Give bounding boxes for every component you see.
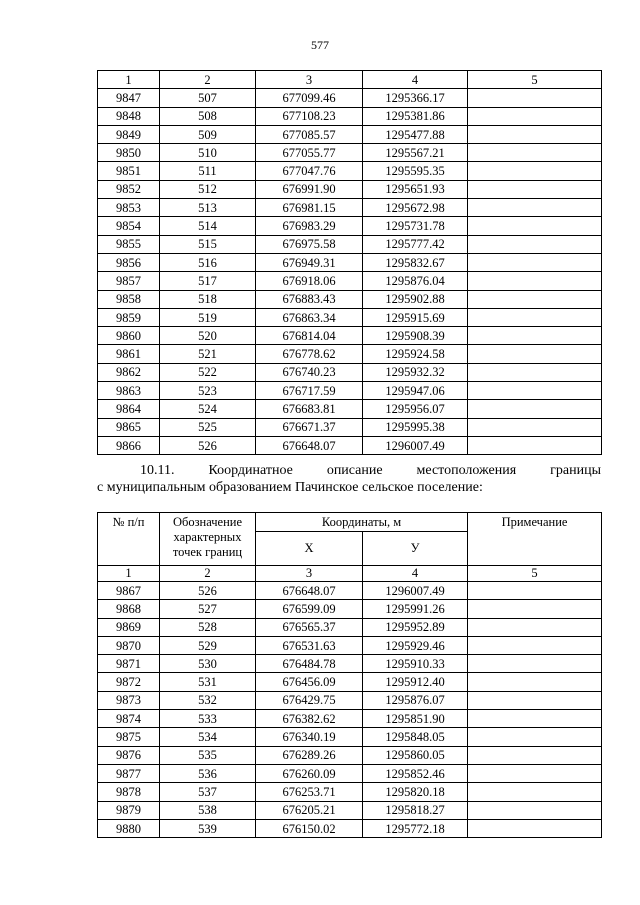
cell-note bbox=[468, 600, 602, 618]
cell-y: 1295860.05 bbox=[363, 746, 468, 764]
cell-x: 677085.57 bbox=[256, 125, 363, 143]
cell-x: 676648.07 bbox=[256, 582, 363, 600]
column-number-4: 4 bbox=[363, 71, 468, 89]
cell-note bbox=[468, 235, 602, 253]
cell-note bbox=[468, 363, 602, 381]
cell-note bbox=[468, 382, 602, 400]
cell-note bbox=[468, 400, 602, 418]
cell-x: 677099.46 bbox=[256, 89, 363, 107]
cell-point-number: 9879 bbox=[98, 801, 160, 819]
cell-note bbox=[468, 783, 602, 801]
table-body bbox=[98, 582, 602, 838]
cell-x: 676983.29 bbox=[256, 217, 363, 235]
cell-point-designation: 522 bbox=[160, 363, 256, 381]
cell-point-number: 9874 bbox=[98, 710, 160, 728]
cell-point-number: 9870 bbox=[98, 636, 160, 654]
table-row bbox=[98, 600, 602, 618]
cell-note bbox=[468, 436, 602, 454]
cell-note bbox=[468, 673, 602, 691]
table-row bbox=[98, 764, 602, 782]
cell-point-designation: 511 bbox=[160, 162, 256, 180]
cell-y: 1295852.46 bbox=[363, 764, 468, 782]
cell-point-number: 9871 bbox=[98, 655, 160, 673]
cell-point-number: 9853 bbox=[98, 199, 160, 217]
cell-y: 1295848.05 bbox=[363, 728, 468, 746]
table-row bbox=[98, 746, 602, 764]
column-number-3: 3 bbox=[256, 71, 363, 89]
table-row bbox=[98, 144, 602, 162]
cell-y: 1295910.33 bbox=[363, 655, 468, 673]
cell-y: 1295915.69 bbox=[363, 308, 468, 326]
table-row bbox=[98, 107, 602, 125]
cell-point-number: 9861 bbox=[98, 345, 160, 363]
cell-note bbox=[468, 418, 602, 436]
cell-point-designation: 507 bbox=[160, 89, 256, 107]
cell-y: 1296007.49 bbox=[363, 436, 468, 454]
cell-note bbox=[468, 819, 602, 837]
cell-point-number: 9877 bbox=[98, 764, 160, 782]
cell-point-designation: 515 bbox=[160, 235, 256, 253]
cell-note bbox=[468, 162, 602, 180]
cell-note bbox=[468, 180, 602, 198]
cell-x: 676981.15 bbox=[256, 199, 363, 217]
cell-note bbox=[468, 655, 602, 673]
cell-x: 676683.81 bbox=[256, 400, 363, 418]
cell-x: 676918.06 bbox=[256, 272, 363, 290]
header-point-designation: Обозначение характерных точек границ bbox=[160, 513, 256, 566]
cell-y: 1295956.07 bbox=[363, 400, 468, 418]
cell-point-designation: 532 bbox=[160, 691, 256, 709]
section-number: 10.11. bbox=[140, 463, 175, 478]
cell-y: 1295902.88 bbox=[363, 290, 468, 308]
cell-note bbox=[468, 217, 602, 235]
cell-x: 676531.63 bbox=[256, 636, 363, 654]
cell-note bbox=[468, 801, 602, 819]
cell-point-designation: 519 bbox=[160, 308, 256, 326]
column-number-3: 3 bbox=[256, 566, 363, 582]
cell-point-designation: 533 bbox=[160, 710, 256, 728]
cell-x: 676883.43 bbox=[256, 290, 363, 308]
cell-point-number: 9868 bbox=[98, 600, 160, 618]
cell-x: 677108.23 bbox=[256, 107, 363, 125]
column-number-4: 4 bbox=[363, 566, 468, 582]
cell-point-number: 9880 bbox=[98, 819, 160, 837]
cell-x: 676863.34 bbox=[256, 308, 363, 326]
cell-point-number: 9849 bbox=[98, 125, 160, 143]
column-number-5: 5 bbox=[468, 71, 602, 89]
cell-y: 1295381.86 bbox=[363, 107, 468, 125]
table-header-row bbox=[98, 513, 602, 532]
cell-x: 676205.21 bbox=[256, 801, 363, 819]
table-row bbox=[98, 180, 602, 198]
cell-point-number: 9848 bbox=[98, 107, 160, 125]
cell-point-number: 9859 bbox=[98, 308, 160, 326]
cell-x: 676253.71 bbox=[256, 783, 363, 801]
cell-point-designation: 536 bbox=[160, 764, 256, 782]
cell-point-number: 9858 bbox=[98, 290, 160, 308]
table-row bbox=[98, 673, 602, 691]
cell-point-number: 9855 bbox=[98, 235, 160, 253]
table-row bbox=[98, 345, 602, 363]
cell-y: 1295731.78 bbox=[363, 217, 468, 235]
table-row bbox=[98, 199, 602, 217]
cell-point-number: 9876 bbox=[98, 746, 160, 764]
cell-point-number: 9852 bbox=[98, 180, 160, 198]
cell-y: 1295820.18 bbox=[363, 783, 468, 801]
cell-y: 1295876.07 bbox=[363, 691, 468, 709]
cell-point-number: 9866 bbox=[98, 436, 160, 454]
cell-point-number: 9857 bbox=[98, 272, 160, 290]
cell-point-number: 9850 bbox=[98, 144, 160, 162]
table-row bbox=[98, 363, 602, 381]
cell-note bbox=[468, 144, 602, 162]
table-row bbox=[98, 801, 602, 819]
cell-point-number: 9856 bbox=[98, 253, 160, 271]
header-y: У bbox=[363, 532, 468, 566]
cell-point-designation: 524 bbox=[160, 400, 256, 418]
cell-point-number: 9875 bbox=[98, 728, 160, 746]
cell-x: 676260.09 bbox=[256, 764, 363, 782]
header-point-number: № п/п bbox=[98, 513, 160, 566]
table-row bbox=[98, 89, 602, 107]
cell-note bbox=[468, 636, 602, 654]
cell-y: 1295929.46 bbox=[363, 636, 468, 654]
cell-point-designation: 518 bbox=[160, 290, 256, 308]
cell-x: 676648.07 bbox=[256, 436, 363, 454]
cell-y: 1295947.06 bbox=[363, 382, 468, 400]
cell-x: 676740.23 bbox=[256, 363, 363, 381]
table-row bbox=[98, 290, 602, 308]
cell-point-number: 9878 bbox=[98, 783, 160, 801]
cell-y: 1295991.26 bbox=[363, 600, 468, 618]
coordinates-table-pachinskoe bbox=[97, 512, 602, 838]
cell-x: 676671.37 bbox=[256, 418, 363, 436]
cell-y: 1295924.58 bbox=[363, 345, 468, 363]
cell-point-designation: 508 bbox=[160, 107, 256, 125]
table-row bbox=[98, 125, 602, 143]
table-row bbox=[98, 162, 602, 180]
cell-note bbox=[468, 691, 602, 709]
header-x: Х bbox=[256, 532, 363, 566]
cell-note bbox=[468, 308, 602, 326]
cell-note bbox=[468, 272, 602, 290]
section-word: границы bbox=[550, 463, 601, 478]
cell-point-number: 9851 bbox=[98, 162, 160, 180]
cell-y: 1295832.67 bbox=[363, 253, 468, 271]
table-row bbox=[98, 636, 602, 654]
cell-point-number: 9865 bbox=[98, 418, 160, 436]
cell-point-number: 9862 bbox=[98, 363, 160, 381]
cell-y: 1295876.04 bbox=[363, 272, 468, 290]
cell-y: 1295851.90 bbox=[363, 710, 468, 728]
cell-y: 1295567.21 bbox=[363, 144, 468, 162]
table-row bbox=[98, 618, 602, 636]
table-header-row bbox=[98, 71, 602, 89]
table-body bbox=[98, 89, 602, 455]
cell-note bbox=[468, 327, 602, 345]
cell-x: 676382.62 bbox=[256, 710, 363, 728]
cell-y: 1295595.35 bbox=[363, 162, 468, 180]
cell-point-designation: 537 bbox=[160, 783, 256, 801]
cell-point-number: 9863 bbox=[98, 382, 160, 400]
table-row bbox=[98, 308, 602, 326]
section-heading-line-2: с муниципальным образованием Пачинское сельское поселение: bbox=[97, 480, 483, 495]
table-row bbox=[98, 400, 602, 418]
section-word: местоположения bbox=[416, 463, 517, 478]
cell-point-number: 9860 bbox=[98, 327, 160, 345]
header-coordinates: Координаты, м bbox=[256, 513, 468, 532]
table-row bbox=[98, 327, 602, 345]
cell-note bbox=[468, 710, 602, 728]
cell-point-designation: 526 bbox=[160, 582, 256, 600]
cell-x: 676150.02 bbox=[256, 819, 363, 837]
column-number-2: 2 bbox=[160, 566, 256, 582]
section-word: описание bbox=[326, 463, 383, 478]
cell-x: 676778.62 bbox=[256, 345, 363, 363]
cell-point-designation: 509 bbox=[160, 125, 256, 143]
table-row bbox=[98, 382, 602, 400]
cell-x: 676289.26 bbox=[256, 746, 363, 764]
cell-x: 677055.77 bbox=[256, 144, 363, 162]
cell-y: 1295952.89 bbox=[363, 618, 468, 636]
cell-y: 1295672.98 bbox=[363, 199, 468, 217]
cell-note bbox=[468, 89, 602, 107]
cell-x: 676484.78 bbox=[256, 655, 363, 673]
table-row bbox=[98, 783, 602, 801]
table-row bbox=[98, 582, 602, 600]
cell-point-designation: 512 bbox=[160, 180, 256, 198]
cell-point-designation: 530 bbox=[160, 655, 256, 673]
table-row bbox=[98, 272, 602, 290]
cell-note bbox=[468, 345, 602, 363]
page-number: 577 bbox=[311, 38, 329, 52]
cell-x: 676814.04 bbox=[256, 327, 363, 345]
table-row bbox=[98, 253, 602, 271]
cell-note bbox=[468, 253, 602, 271]
cell-y: 1295818.27 bbox=[363, 801, 468, 819]
cell-point-designation: 525 bbox=[160, 418, 256, 436]
cell-y: 1295651.93 bbox=[363, 180, 468, 198]
cell-note bbox=[468, 582, 602, 600]
cell-x: 676565.37 bbox=[256, 618, 363, 636]
cell-point-designation: 526 bbox=[160, 436, 256, 454]
cell-y: 1296007.49 bbox=[363, 582, 468, 600]
cell-y: 1295777.42 bbox=[363, 235, 468, 253]
cell-point-designation: 510 bbox=[160, 144, 256, 162]
cell-y: 1295477.88 bbox=[363, 125, 468, 143]
cell-note bbox=[468, 125, 602, 143]
cell-point-number: 9867 bbox=[98, 582, 160, 600]
cell-point-designation: 535 bbox=[160, 746, 256, 764]
cell-point-designation: 534 bbox=[160, 728, 256, 746]
cell-point-designation: 514 bbox=[160, 217, 256, 235]
cell-y: 1295995.38 bbox=[363, 418, 468, 436]
cell-point-designation: 538 bbox=[160, 801, 256, 819]
cell-note bbox=[468, 107, 602, 125]
cell-point-designation: 516 bbox=[160, 253, 256, 271]
cell-y: 1295932.32 bbox=[363, 363, 468, 381]
cell-x: 676599.09 bbox=[256, 600, 363, 618]
cell-point-number: 9873 bbox=[98, 691, 160, 709]
table-row bbox=[98, 655, 602, 673]
cell-point-number: 9854 bbox=[98, 217, 160, 235]
column-number-5: 5 bbox=[468, 566, 602, 582]
cell-x: 677047.76 bbox=[256, 162, 363, 180]
section-word: Координатное bbox=[208, 463, 293, 478]
cell-point-number: 9872 bbox=[98, 673, 160, 691]
column-number-1: 1 bbox=[98, 566, 160, 582]
section-heading-line-1 bbox=[97, 462, 601, 479]
cell-point-designation: 517 bbox=[160, 272, 256, 290]
cell-point-number: 9864 bbox=[98, 400, 160, 418]
cell-x: 676975.58 bbox=[256, 235, 363, 253]
cell-note bbox=[468, 764, 602, 782]
cell-point-designation: 521 bbox=[160, 345, 256, 363]
cell-note bbox=[468, 290, 602, 308]
cell-note bbox=[468, 199, 602, 217]
cell-x: 676429.75 bbox=[256, 691, 363, 709]
cell-y: 1295908.39 bbox=[363, 327, 468, 345]
table-row bbox=[98, 710, 602, 728]
cell-y: 1295912.40 bbox=[363, 673, 468, 691]
table-row bbox=[98, 418, 602, 436]
cell-point-number: 9869 bbox=[98, 618, 160, 636]
table-row bbox=[98, 436, 602, 454]
column-number-2: 2 bbox=[160, 71, 256, 89]
cell-point-designation: 531 bbox=[160, 673, 256, 691]
column-number-1: 1 bbox=[98, 71, 160, 89]
cell-point-number: 9847 bbox=[98, 89, 160, 107]
cell-x: 676456.09 bbox=[256, 673, 363, 691]
cell-point-designation: 513 bbox=[160, 199, 256, 217]
cell-x: 676991.90 bbox=[256, 180, 363, 198]
cell-y: 1295366.17 bbox=[363, 89, 468, 107]
table-row bbox=[98, 728, 602, 746]
cell-x: 676717.59 bbox=[256, 382, 363, 400]
coordinates-table-continued bbox=[97, 70, 602, 455]
table-row bbox=[98, 819, 602, 837]
table-row bbox=[98, 217, 602, 235]
cell-point-designation: 528 bbox=[160, 618, 256, 636]
cell-note bbox=[468, 746, 602, 764]
table-row bbox=[98, 691, 602, 709]
table-row bbox=[98, 235, 602, 253]
cell-point-designation: 527 bbox=[160, 600, 256, 618]
cell-note bbox=[468, 618, 602, 636]
header-note: Примечание bbox=[468, 513, 602, 566]
cell-point-designation: 539 bbox=[160, 819, 256, 837]
cell-point-designation: 523 bbox=[160, 382, 256, 400]
cell-y: 1295772.18 bbox=[363, 819, 468, 837]
cell-point-designation: 529 bbox=[160, 636, 256, 654]
cell-x: 676949.31 bbox=[256, 253, 363, 271]
cell-point-designation: 520 bbox=[160, 327, 256, 345]
cell-x: 676340.19 bbox=[256, 728, 363, 746]
section-heading bbox=[97, 462, 601, 496]
table-numbering-row bbox=[98, 566, 602, 582]
cell-note bbox=[468, 728, 602, 746]
